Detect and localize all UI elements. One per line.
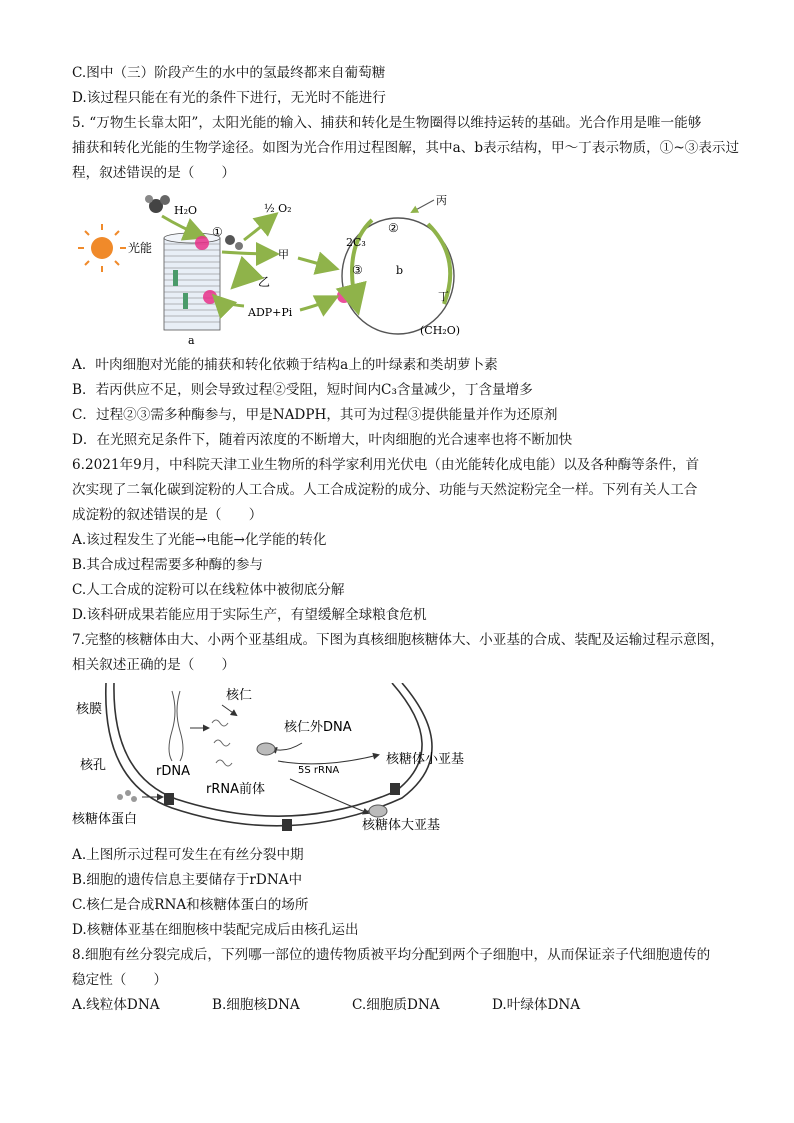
q5-option-c: C．过程②③需多种酶参与，甲是NADPH，其可为过程③提供能量并作为还原剂	[72, 407, 558, 423]
extra-nucleolar-dna-label: 核仁外DNA	[284, 720, 352, 735]
step-3-label: ③	[352, 263, 363, 277]
q6-option-a: A.该过程发生了光能→电能→化学能的转化	[72, 532, 327, 548]
q8-stem-line2: 稳定性（ ）	[72, 972, 168, 988]
q6-option-d: D.该科研成果若能应用于实际生产，有望缓解全球粮食危机	[72, 607, 427, 623]
q8-option-a: A.线粒体DNA	[72, 997, 160, 1013]
adp-pi-label: ADP+Pi	[248, 306, 293, 319]
q8-option-c: C.细胞质DNA	[352, 997, 440, 1013]
rrna-precursor-label: rRNA前体	[206, 782, 265, 797]
large-subunit-label: 核糖体大亚基	[362, 818, 441, 833]
oxygen-molecule-icon	[225, 235, 243, 250]
q7-stem-line2: 相关叙述正确的是（ ）	[72, 657, 236, 673]
nucleolus-label: 核仁	[226, 688, 253, 703]
q4-option-d: D.该过程只能在有光的条件下进行，无光时不能进行	[72, 90, 386, 106]
water-molecule-icon	[145, 195, 170, 213]
sun-icon	[78, 224, 126, 272]
q7-option-a: A.上图所示过程可发生在有丝分裂中期	[72, 847, 304, 863]
nuclear-pore	[390, 783, 400, 795]
o2-label: ½ O₂	[264, 202, 292, 215]
q6-option-b: B.其合成过程需要多种酶的参与	[72, 557, 264, 573]
ribosome-assembly-diagram	[72, 683, 492, 833]
ch2o-label: (CH₂O)	[420, 324, 461, 337]
nuclear-pore-label: 核孔	[80, 758, 107, 773]
ribosomal-protein-icon	[117, 790, 137, 802]
q8-option-b: B.细胞核DNA	[212, 997, 300, 1013]
structure-b-label: b	[396, 264, 404, 277]
nuclear-pore	[282, 819, 292, 831]
ribosomal-protein-label: 核糖体蛋白	[72, 812, 138, 827]
step-2-label: ②	[388, 221, 399, 235]
h2o-label: H₂O	[174, 204, 198, 217]
rna-strands-icon	[212, 720, 232, 766]
structure-a-label: a	[188, 334, 195, 347]
thylakoid-stack	[164, 233, 220, 330]
light-energy-label: 光能	[128, 241, 153, 255]
step-1-label: ①	[212, 225, 223, 239]
q8-option-d: D.叶绿体DNA	[492, 997, 581, 1013]
q5-stem-line2: 捕获和转化光能的生物学途径。如图为光合作用过程图解，其中a、b表示结构，甲～丁表示物质，①~③表示过	[72, 140, 740, 156]
q5-option-b: B．若丙供应不足，则会导致过程②受阻，短时间内C₃含量减少，丁含量增多	[72, 382, 533, 398]
dna-helix-icon	[169, 691, 183, 761]
substance-jia-label: 甲	[278, 248, 289, 261]
q7-option-d: D.核糖体亚基在细胞核中装配完成后由核孔运出	[72, 922, 359, 938]
nuclear-membrane-label: 核膜	[76, 702, 103, 717]
q7-stem-line1: 7.完整的核糖体由大、小两个亚基组成。下图为真核细胞核糖体大、小亚基的合成、装配及运输过程示意图，	[72, 632, 724, 648]
q5-option-d: D．在光照充足条件下，随着丙浓度的不断增大，叶肉细胞的光合速率也将不断加快	[72, 432, 573, 448]
q6-stem-line1: 6.2021年9月，中科院天津工业生物所的科学家利用光伏电（由光能转化成电能）以及各种酶等条件，首	[72, 457, 700, 473]
q4-option-c: C.图中（三）阶段产生的水中的氢最终都来自葡萄糖	[72, 65, 386, 81]
substance-ding-label: 丁	[438, 290, 449, 303]
small-subunit-label: 核糖体小亚基	[386, 752, 465, 767]
q5-stem-line1: 5. “万物生长靠太阳”，太阳光能的输入、捕获和转化是生物圈得以维持运转的基础。光合作用是唯一能够	[72, 115, 702, 131]
q5-stem-line3: 程，叙述错误的是（ ）	[72, 165, 236, 181]
substance-bing-label: 丙	[436, 194, 447, 207]
nuclear-pore	[164, 793, 174, 805]
q6-stem-line2: 次实现了二氧化碳到淀粉的人工合成。人工合成淀粉的成分、功能与天然淀粉完全一样。下列有关人工合	[72, 482, 698, 498]
q7-option-b: B.细胞的遗传信息主要储存于rDNA中	[72, 872, 303, 888]
q6-option-c: C.人工合成的淀粉可以在线粒体中被彻底分解	[72, 582, 345, 598]
c3-label: 2C₃	[346, 236, 366, 249]
rdna-label: rDNA	[156, 764, 190, 779]
q5-option-a: A．叶肉细胞对光能的捕获和转化依赖于结构a上的叶绿素和类胡萝卜素	[72, 357, 498, 373]
q7-option-c: C.核仁是合成RNA和核糖体蛋白的场所	[72, 897, 309, 913]
photosynthesis-diagram	[72, 188, 492, 348]
5s-rrna-label: 5S rRNA	[298, 765, 340, 776]
q6-stem-line3: 成淀粉的叙述错误的是（ ）	[72, 507, 263, 523]
ribosome-subunit-icon	[257, 743, 387, 817]
q8-stem-line1: 8.细胞有丝分裂完成后，下列哪一部位的遗传物质被平均分配到两个子细胞中，从而保证亲子代细胞遗传的	[72, 947, 711, 963]
substance-yi-label: 乙	[258, 275, 271, 289]
